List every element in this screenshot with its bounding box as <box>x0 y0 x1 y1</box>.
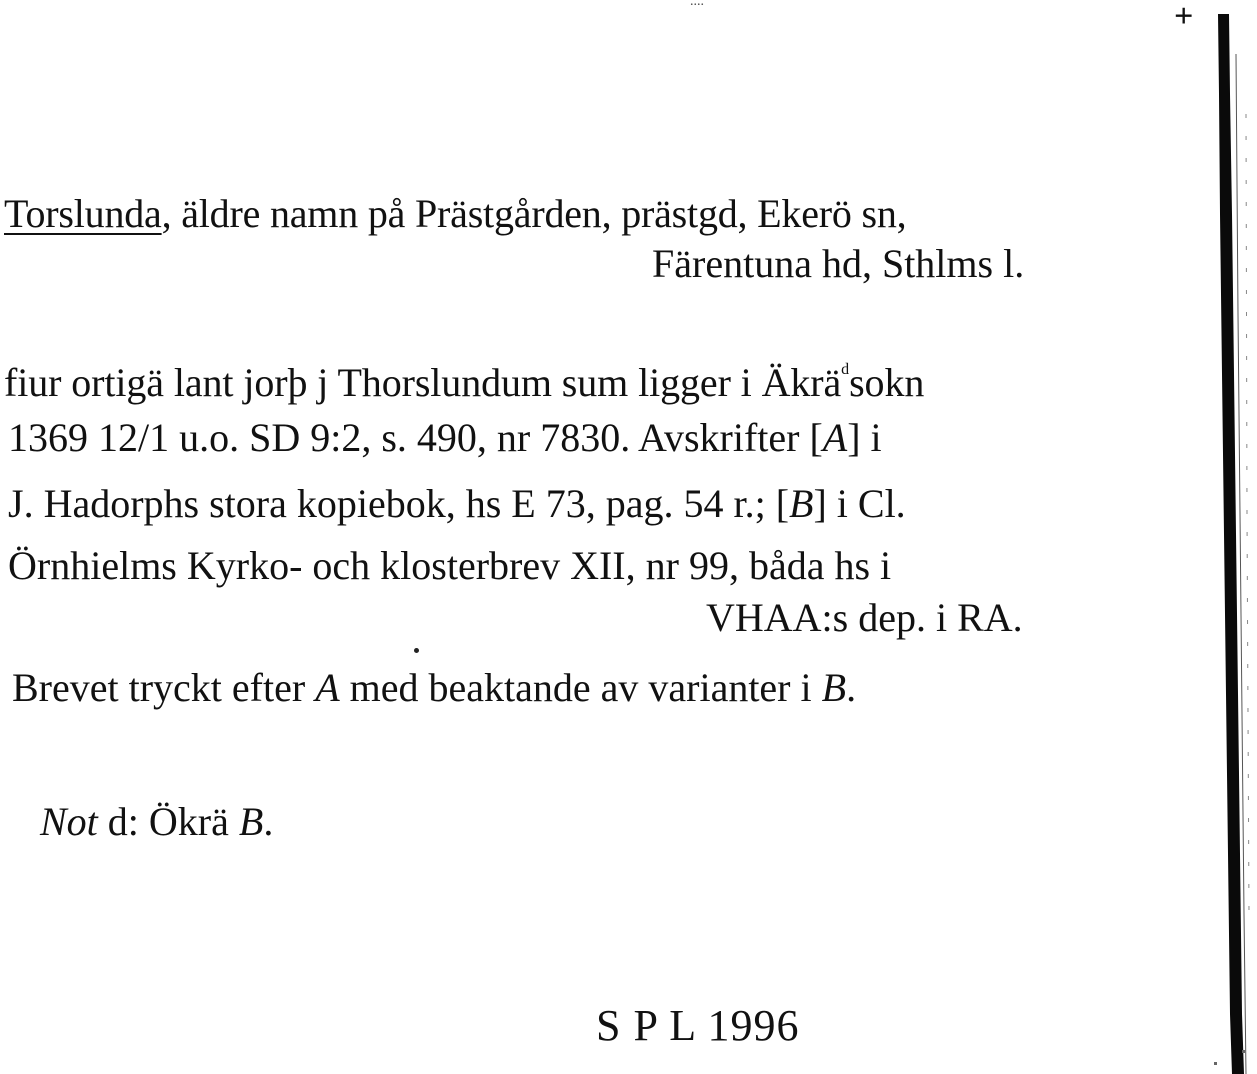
footnote-end: . <box>263 799 274 844</box>
manuscript-b-mark: B <box>789 481 814 526</box>
heading-description: , äldre namn på Prästgården, prästgd, Ekerö sn, <box>161 191 907 236</box>
quote-line-1 <box>4 346 924 407</box>
quote-text: fiur ortigä lant jorþ j Thorslundum sum ligger i Äkrä <box>4 360 842 405</box>
print-note-text: Brevet tryckt efter <box>12 665 316 710</box>
quote-text-end: sokn <box>849 360 925 405</box>
top-tick-marks: .... <box>690 0 704 9</box>
heading-line-2: Färentuna hd, Sthlms l. <box>652 241 1025 286</box>
source-line-1 <box>8 414 882 462</box>
source-line-3: Örnhielms Kyrko- och klosterbrev XII, nr 99, båda hs i <box>8 543 892 588</box>
note-marker: d <box>841 361 850 378</box>
scan-edge-border <box>1216 14 1254 1074</box>
scan-speck <box>1214 1062 1217 1065</box>
scan-speck <box>1242 1050 1245 1053</box>
source-text-end: ] i <box>847 415 882 460</box>
manuscript-b-mark: B <box>821 665 847 710</box>
source-line-4: VHAA:s dep. i RA. <box>706 595 1023 640</box>
footnote <box>40 798 273 846</box>
registration-plus-mark: + <box>1174 0 1194 35</box>
print-note <box>12 664 856 712</box>
place-name: Torslunda <box>4 191 162 236</box>
footnote-label: Not <box>40 799 98 844</box>
print-note-text: med beaktande av varianter i <box>339 665 822 710</box>
manuscript-b-mark: B <box>238 799 264 844</box>
source-text: J. Hadorphs stora kopiebok, hs E 73, pag. 54 r.; [ <box>8 481 790 526</box>
scan-speck-dot <box>414 648 419 653</box>
footnote-text: d: Ökrä <box>97 799 239 844</box>
print-note-end: . <box>846 665 857 710</box>
manuscript-a-mark: A <box>315 665 340 710</box>
footer-signature: S P L 1996 <box>596 1001 800 1050</box>
source-text: 1369 12/1 u.o. SD 9:2, s. 490, nr 7830. Avskrifter [ <box>8 415 823 460</box>
manuscript-a-mark: A <box>822 415 848 460</box>
heading-line-1 <box>4 190 906 238</box>
source-line-2 <box>8 480 906 528</box>
source-text-end: ] i Cl. <box>813 481 906 526</box>
